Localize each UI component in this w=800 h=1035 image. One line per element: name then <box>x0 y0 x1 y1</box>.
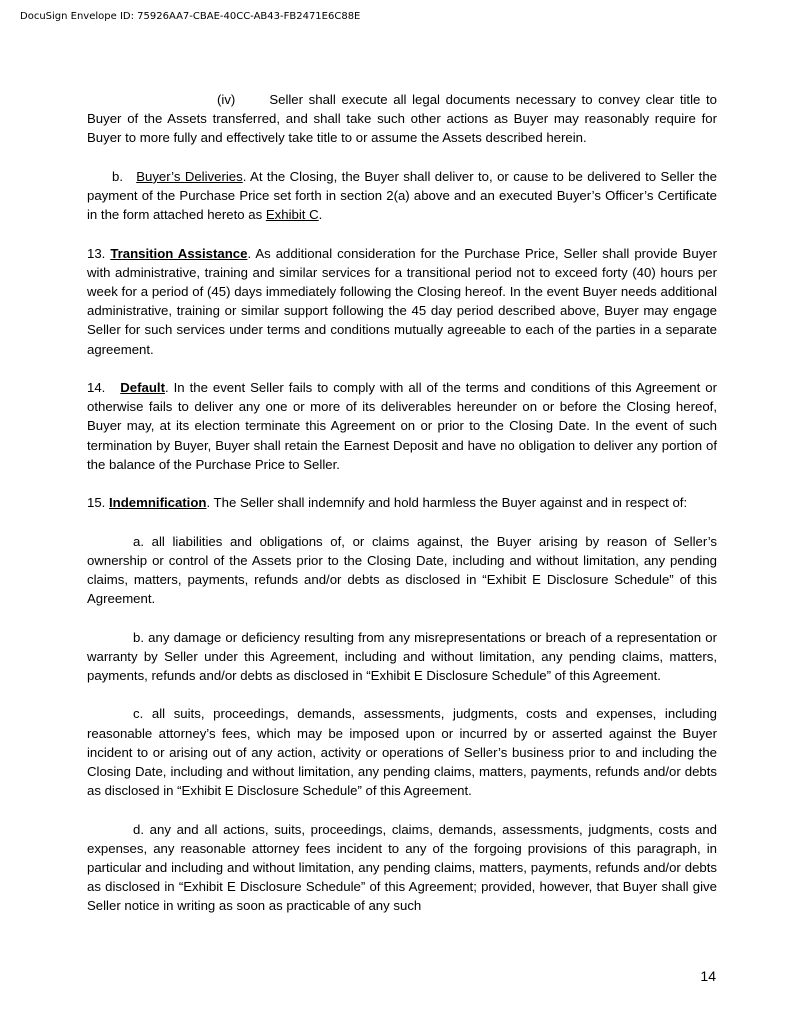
default-heading: Default <box>120 380 165 395</box>
paragraph-iv <box>87 90 717 148</box>
section-13-transition-assistance <box>87 244 717 359</box>
buyers-deliveries-heading: Buyer’s Deliveries <box>136 168 243 184</box>
document-body <box>87 90 717 916</box>
section-14-text: . In the event Seller fails to comply with all of the terms and conditions of this Agreement or otherwise fails to deliver any one or more of its deliverables hereunder on or before the Closing hereof, Buyer may, at its election terminate this Agreement on or prior to the Closing Date. In the event of such termination by Buyer, Buyer shall retain the Earnest Deposit and have no obligation to deliver any portion of the balance of the Purchase Price to Seller. <box>87 380 717 472</box>
page-number: 14 <box>700 968 716 984</box>
section-14-number: 14. <box>87 380 106 395</box>
section-14-default <box>87 378 717 474</box>
paragraph-b-label: b. <box>112 168 123 184</box>
paragraph-15c: c. all suits, proceedings, demands, assessments, judgments, costs and expenses, including reasonable attorney’s fees, which may be imposed upon or incurred by or asserted against the Buyer incident to or arising out of any action, activity or operations of Seller’s business prior to and including the Closing Date, including and without limitation, any pending claims, matters, payments, refunds and/or debts as disclosed in “Exhibit E Disclosure Schedule” of this Agreement. <box>87 706 717 799</box>
paragraph-iv-text: Seller shall execute all legal documents necessary to convey clear title to Buyer of the Assets transferred, and shall take such other actions as Buyer may reasonably require for Buyer to more fully and effectively take title to or assume the Assets described herein. <box>87 92 717 146</box>
transition-assistance-heading: Transition Assistance <box>110 245 248 261</box>
paragraph-15d: d. any and all actions, suits, proceedings, claims, demands, assessments, judgments, costs and expenses, any reasonable attorney fees incident to any of the forgoing provisions of this paragraph, in particular and including and without limitation, any pending claims, matters, payments, refunds and/or debts as disclosed in “Exhibit E Disclosure Schedule” of this Agreement; provided, however, that Buyer shall give Seller notice in writing as soon as practicable of any such <box>87 821 717 914</box>
indemnification-heading: Indemnification <box>109 495 207 511</box>
section-13-text: . As additional consideration for the Purchase Price, Seller shall provide Buyer with administrative, training and similar services for a transitional period not to exceed forty (40) hours per week for a period of (45) days immediately following the Closing hereof. In the event Buyer needs additional administrative, training or similar support following the 45 day period described above, Buyer may engage Seller for such services under terms and conditions mutually agreeable to each of the parties in a separate agreement. <box>87 245 717 357</box>
paragraph-b-buyers-deliveries <box>87 167 717 225</box>
paragraph-iv-label: (iv) <box>217 92 236 107</box>
paragraph-15a: a. all liabilities and obligations of, or claims against, the Buyer arising by reason of Seller’s ownership or control of the Assets prior to the Closing Date, including and without limitation, any pending claims, matters, payments, refunds and/or debts as disclosed in “Exhibit E Disclosure Schedule” of this Agreement. <box>87 533 717 607</box>
paragraph-15b: b. any damage or deficiency resulting from any misrepresentations or breach of a representation or warranty by Seller under this Agreement, including and without limitation, any pending claims, matters, payments, refunds and/or debts as disclosed in “Exhibit E Disclosure Schedule” of this Agreement. <box>87 629 717 683</box>
exhibit-c-reference: Exhibit C <box>265 207 319 223</box>
section-15-indemnification <box>87 493 717 512</box>
paragraph-b-end: . <box>318 207 323 223</box>
section-15-text: . The Seller shall indemnify and hold harmless the Buyer against and in respect of: <box>206 495 688 511</box>
paragraph-b-text: . At the Closing, the Buyer shall deliver to, or cause to be delivered to Seller the payment of the Purchase Price set forth in section 2(a) above and an executed Buyer’s Officer’s Certificate in the form attached hereto as <box>87 168 717 223</box>
section-15-number: 15. <box>87 495 106 511</box>
docusign-envelope-id: DocuSign Envelope ID: 75926AA7-CBAE-40CC-AB43-FB2471E6C88E <box>20 11 361 22</box>
section-13-number: 13. <box>87 245 106 261</box>
